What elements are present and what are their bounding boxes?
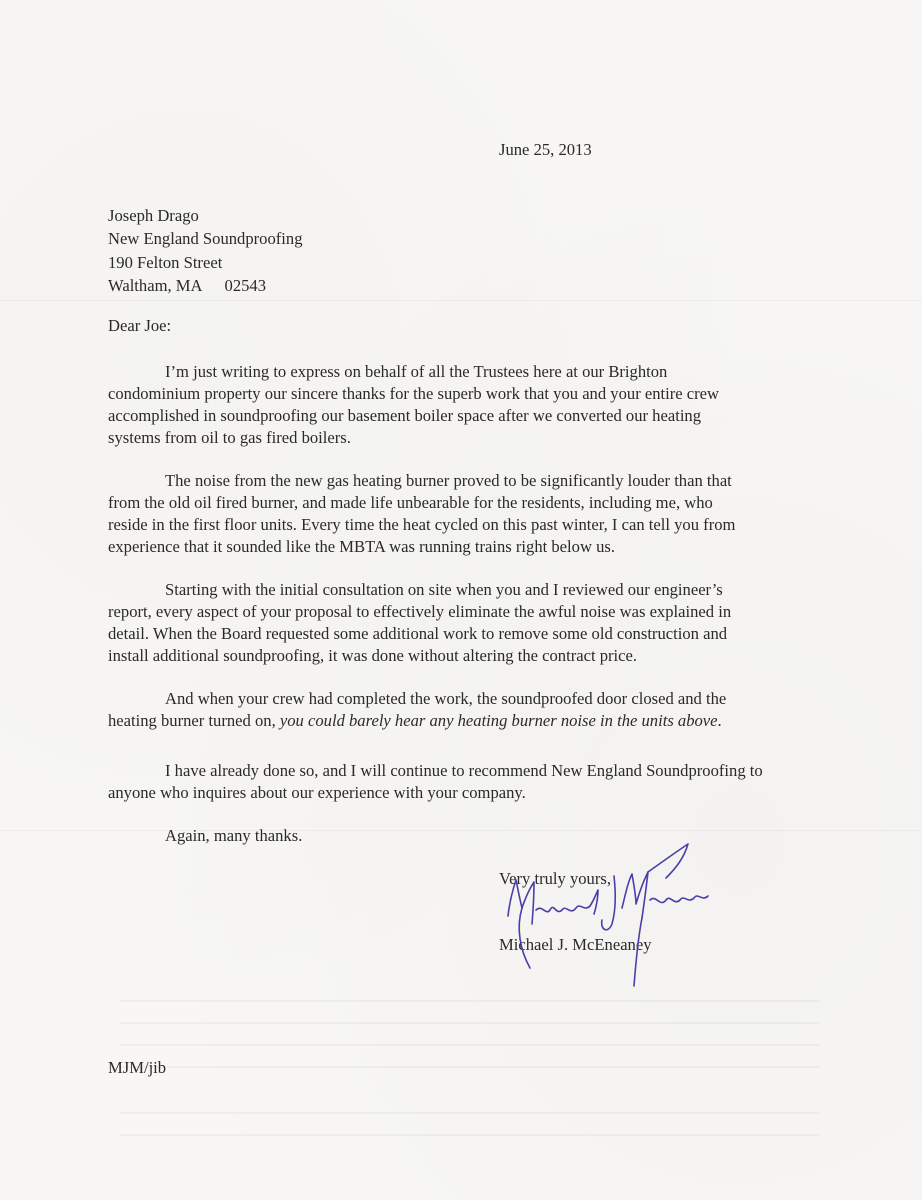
paragraph-4 <box>108 688 726 732</box>
paragraph-1 <box>108 361 719 449</box>
paragraph-line: The noise from the new gas heating burner proved to be significantly louder than that <box>165 471 732 490</box>
paragraph-line: systems from oil to gas fired boilers. <box>108 428 351 447</box>
paragraph-5 <box>108 760 763 804</box>
closing-thanks: Again, many thanks. <box>165 826 303 845</box>
paragraph-line: condominium property our sincere thanks for the superb work that you and your entire crew <box>108 384 720 403</box>
paragraph-line: I’m just writing to express on behalf of all the Trustees here at our Brighton <box>165 362 668 381</box>
paragraph-line: accomplished in soundproofing our basement boiler space after we converted our heating <box>108 406 702 425</box>
paragraph-2 <box>108 470 735 558</box>
paragraph-3 <box>108 579 731 667</box>
show-through-line <box>120 1134 820 1136</box>
paragraph-line: install additional soundproofing, it was done without altering the contract price. <box>108 646 638 665</box>
paragraph-line: from the old oil fired burner, and made life unbearable for the residents, including me, who <box>108 493 713 512</box>
plain-text: heating burner turned on, <box>108 711 280 730</box>
letter-date: June 25, 2013 <box>499 140 592 159</box>
paragraph-line: anyone who inquires about our experience with your company. <box>108 783 526 802</box>
recipient-zip: 02543 <box>224 275 267 295</box>
emphasized-text: you could barely hear any heating burner noise in the units above <box>279 711 718 730</box>
paper-fold <box>0 300 922 301</box>
recipient-address <box>108 205 303 298</box>
salutation: Dear Joe: <box>108 316 172 335</box>
show-through-line <box>120 1000 820 1002</box>
paragraph-line: reside in the first floor units. Every time the heat cycled on this past winter, I can tell you from <box>108 515 736 534</box>
recipient-city-state: Waltham, MA <box>108 275 203 295</box>
paragraph-line: And when your crew had completed the work, the soundproofed door closed and the <box>165 689 727 708</box>
recipient-street: 190 Felton Street <box>108 252 223 272</box>
typist-initials: MJM/jib <box>108 1058 167 1077</box>
recipient-name: Joseph Drago <box>108 206 199 225</box>
show-through-line <box>120 1022 820 1024</box>
recipient-city-line <box>108 275 303 298</box>
recipient-company: New England Soundproofing <box>108 229 303 249</box>
paragraph-line: Starting with the initial consultation on site when you and I reviewed our engineer’s <box>165 580 723 599</box>
paragraph-line: experience that it sounded like the MBTA was running trains right below us. <box>108 537 615 556</box>
plain-text: . <box>717 711 722 730</box>
handwritten-signature <box>486 838 726 998</box>
show-through-line <box>120 1044 820 1046</box>
complimentary-closing: Very truly yours, <box>499 869 611 888</box>
paragraph-line: report, every aspect of your proposal to effectively eliminate the awful noise was explained in <box>108 602 732 621</box>
sender-name: Michael J. McEneaney <box>499 935 652 954</box>
show-through-line <box>120 1112 820 1114</box>
paragraph-line <box>108 710 726 732</box>
paragraph-line: detail. When the Board requested some additional work to remove some old construction and <box>108 624 728 643</box>
paper-fold <box>0 830 922 831</box>
paragraph-line: I have already done so, and I will continue to recommend New England Soundproofing to <box>165 761 763 780</box>
show-through-line <box>120 1066 820 1068</box>
